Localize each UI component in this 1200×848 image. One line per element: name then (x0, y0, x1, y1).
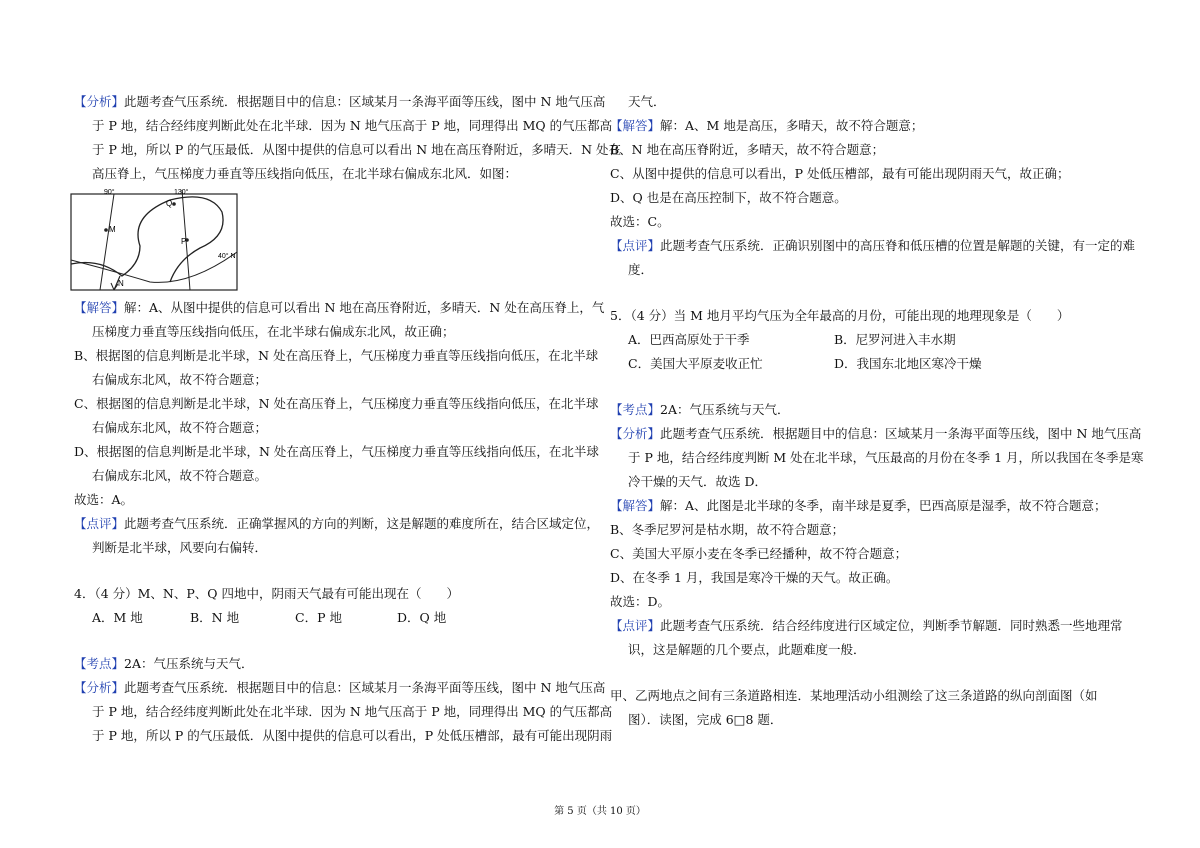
point-5: 【考点】2A：气压系统与天气． (610, 402, 790, 417)
answer-1-c-2: 右偏成东北风，故不符合题意； (92, 420, 268, 435)
analysis-1-line-2: 于 P 地，结合经纬度判断此处在北半球．因为 N 地气压高于 P 地，同理得出 MQ 的气压都高 (92, 118, 613, 133)
lon-90-label: 90° (104, 189, 115, 196)
answer-1-choice: 故选：A。 (74, 492, 134, 507)
analysis-4-line-2: 于 P 地，结合经纬度判断此处在北半球．因为 N 地气压高于 P 地，同理得出 MQ 的气压都高 (92, 704, 613, 719)
isobar-map-figure (70, 186, 240, 294)
intro-line-1: 甲、乙两地点之间有三条道路相连．某地理活动小组测绘了这三条道路的纵向剖面图（如 (610, 688, 1098, 703)
answer-5-choice: 故选：D。 (610, 594, 671, 609)
question-5-stem: 5．（4 分）当 M 地月平均气压为全年最高的月份，可能出现的地理现象是（ ） (610, 308, 1070, 323)
comment-4-line-2: 度． (628, 262, 654, 277)
analysis-5-line-3: 冷干燥的天气．故选 D． (628, 474, 767, 489)
answer-4-d: D、Q 也是在高压控制下，故不符合题意。 (610, 190, 847, 205)
comment-4-line-1: 【点评】此题考查气压系统．正确识别图中的高压脊和低压槽的位置是解题的关键，有一定的难 (610, 238, 1136, 253)
analysis-4-line-1: 【分析】此题考查气压系统．根据题目中的信息：区域某月一条海平面等压线，图中 N 地气压高 (74, 680, 606, 695)
question-4-option-c: C．P 地 (295, 610, 342, 625)
answer-4-b: B、N 地在高压脊附近，多晴天，故不符合题意； (610, 142, 885, 157)
point-m-label: M (109, 225, 116, 234)
answer-4-a: 【解答】解：A、M 地是高压，多晴天，故不符合题意； (610, 118, 924, 133)
question-5-option-b: B．尼罗河进入丰水期 (834, 332, 956, 347)
question-4-option-d: D．Q 地 (397, 610, 447, 625)
comment-5-line-2: 识，这是解题的几个要点，此题难度一般． (628, 642, 866, 657)
page-footer: 第 5 页（共 10 页） (554, 806, 646, 817)
point-n-label: N (118, 279, 124, 288)
answer-4-choice: 故选：C。 (610, 214, 670, 229)
comment-tag: 【点评】 (610, 618, 661, 633)
analysis-tag: 【分析】 (74, 680, 125, 695)
answer-1-line-2: 压梯度力垂直等压线指向低压，在北半球右偏成东北风，故正确； (92, 324, 455, 339)
analysis-1-line-3: 于 P 地，所以 P 的气压最低．从图中提供的信息可以看出 N 地在高压脊附近，多晴天．N 处在 (92, 142, 622, 157)
answer-tag: 【解答】 (610, 118, 661, 133)
lon-130-label: 130° (174, 189, 189, 196)
answer-1-d-1: D、根据图的信息判断是北半球，N 处在高压脊上，气压梯度力垂直等压线指向低压，在北半球 (74, 444, 599, 459)
analysis-5-line-1: 【分析】此题考查气压系统．根据题目中的信息：区域某月一条海平面等压线，图中 N 地气压高 (610, 426, 1142, 441)
analysis-1-line-4: 高压脊上，气压梯度力垂直等压线指向低压，在北半球右偏成东北风．如图： (92, 166, 518, 181)
point-tag: 【考点】 (74, 656, 125, 671)
comment-1-line-1: 【点评】此题考查气压系统．正确掌握风的方向的判断，这是解题的难度所在，结合区域定位， (74, 516, 600, 531)
answer-5-d: D、在冬季 1 月，我国是寒冷干燥的天气。故正确。 (610, 570, 899, 585)
question-4-option-b: B．N 地 (190, 610, 240, 625)
analysis-1-line-1: 【分析】此题考查气压系统．根据题目中的信息：区域某月一条海平面等压线，图中 N 地气压高 (74, 94, 606, 109)
analysis-5-line-2: 于 P 地，结合经纬度判断 M 处在北半球，气压最高的月份在冬季 1 月，所以我国在冬季是寒 (628, 450, 1144, 465)
lat-40-label: 40° N (218, 253, 236, 260)
answer-1-d-2: 右偏成东北风，故不符合题意。 (92, 468, 268, 483)
answer-5-b: B、冬季尼罗河是枯水期，故不符合题意； (610, 522, 845, 537)
comment-5-line-1: 【点评】此题考查气压系统．结合经纬度进行区域定位，判断季节解题．同时熟悉一些地理常 (610, 618, 1123, 633)
point-tag: 【考点】 (610, 402, 661, 417)
intro-line-2: 图）．读图，完成 6□8 题． (628, 712, 783, 727)
question-4-stem: 4．（4 分）M、N、P、Q 四地中，阴雨天气最有可能出现在（ ） (74, 586, 459, 601)
comment-tag: 【点评】 (610, 238, 661, 253)
question-5-option-d: D．我国东北地区寒冷干燥 (834, 356, 982, 371)
answer-tag: 【解答】 (74, 300, 125, 315)
answer-5-c: C、美国大平原小麦在冬季已经播种，故不符合题意； (610, 546, 908, 561)
question-5-option-c: C．美国大平原麦收正忙 (628, 356, 763, 371)
point-4: 【考点】2A：气压系统与天气． (74, 656, 254, 671)
answer-1-b-2: 右偏成东北风，故不符合题意； (92, 372, 268, 387)
analysis-4-cont: 天气． (628, 94, 666, 109)
analysis-tag: 【分析】 (610, 426, 661, 441)
answer-4-c: C、从图中提供的信息可以看出，P 处低压槽部，最有可能出现阴雨天气，故正确； (610, 166, 1070, 181)
question-4-option-a: A．M 地 (92, 610, 143, 625)
question-5-option-a: A．巴西高原处于干季 (628, 332, 750, 347)
comment-1-line-2: 判断是北半球，风要向右偏转． (92, 540, 268, 555)
point-q-label: Q (166, 199, 173, 208)
answer-1-b-1: B、根据图的信息判断是北半球，N 处在高压脊上，气压梯度力垂直等压线指向低压，在北半球 (74, 348, 599, 363)
answer-1-line-1: 【解答】解：A、从图中提供的信息可以看出 N 地在高压脊附近，多晴天．N 处在高压脊上，气 (74, 300, 605, 315)
answer-1-c-1: C、根据图的信息判断是北半球，N 处在高压脊上，气压梯度力垂直等压线指向低压，在北半球 (74, 396, 599, 411)
comment-tag: 【点评】 (74, 516, 125, 531)
analysis-4-line-3: 于 P 地，所以 P 的气压最低．从图中提供的信息可以看出，P 处低压槽部，最有可能出现阴雨 (92, 728, 613, 743)
analysis-tag: 【分析】 (74, 94, 125, 109)
answer-5-a: 【解答】解：A、此图是北半球的冬季，南半球是夏季，巴西高原是湿季，故不符合题意； (610, 498, 1107, 513)
answer-tag: 【解答】 (610, 498, 661, 513)
point-p-label: P (181, 237, 187, 246)
